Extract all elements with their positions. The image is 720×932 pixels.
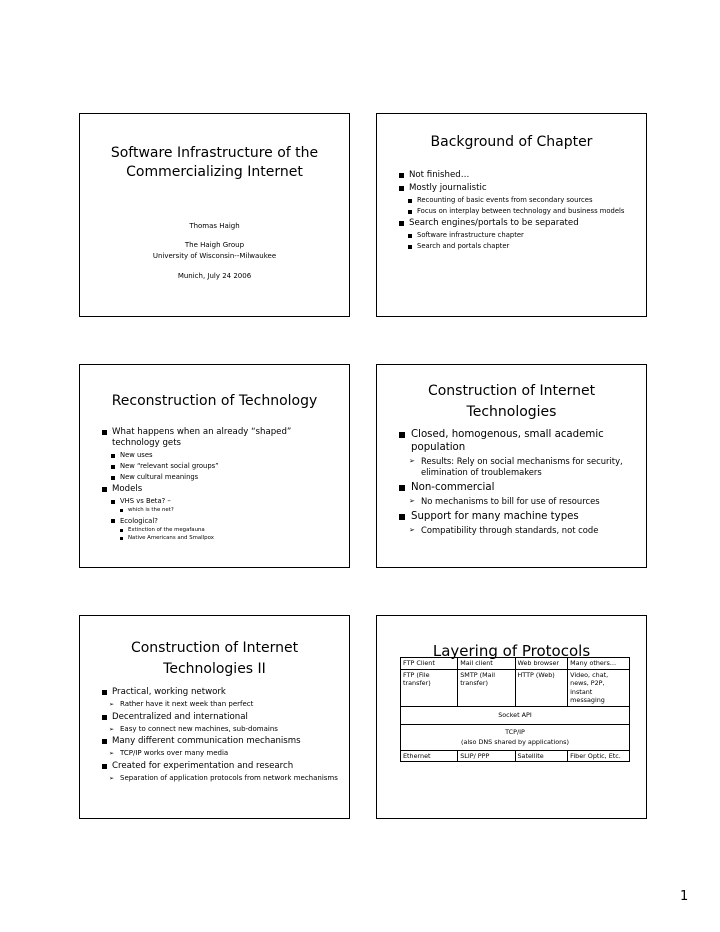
tcpip-line2: (also DNS shared by applications) — [461, 738, 569, 747]
sub-bullet: New “relevant social groups” — [102, 462, 341, 471]
bullet: What happens when an already “shaped” technology gets — [102, 427, 341, 449]
slide5-title-line1: Construction of Internet — [130, 640, 299, 656]
sub-bullet: Ecological? — [102, 517, 341, 526]
slide5-title — [86, 639, 343, 679]
slide6-title: Layering of Protocols — [432, 642, 591, 660]
bullet: Search engines/portals to be separated — [399, 218, 638, 229]
bullet: Not finished… — [399, 170, 638, 181]
sub-bullet: Recounting of basic events from secondary sources — [399, 196, 638, 205]
bullet: Mostly journalistic — [399, 183, 638, 194]
table-row — [401, 669, 630, 706]
bullet: Many different communication mechanisms — [102, 736, 341, 747]
bullet: Created for experimentation and research — [102, 761, 341, 772]
sub-bullet: Search and portals chapter — [399, 242, 638, 251]
arrow-bullet: ➢ Separation of application protocols from network mechanisms — [102, 774, 341, 784]
sub-bullet: VHS vs Beta? – — [102, 497, 341, 506]
table-cell: FTP (File transfer) — [401, 669, 458, 706]
table-row — [401, 724, 630, 750]
arrow-bullet: ➢ TCP/IP works over many media — [102, 749, 341, 759]
arrow-bullet: ➢ Results: Rely on social mechanisms for security, elimination of troublemakers — [399, 456, 638, 478]
slide4-title — [383, 382, 640, 422]
slide2-title: Background of Chapter — [430, 134, 593, 150]
arrow-bullet: ➢ No mechanisms to bill for use of resources — [399, 496, 638, 507]
slide5-bullets — [102, 685, 341, 783]
slide-title — [79, 113, 350, 317]
socket-api-cell: Socket API — [401, 706, 630, 724]
tcpip-cell — [401, 724, 630, 750]
table-cell: Many others… — [568, 658, 630, 670]
bullet: Closed, homogenous, small academic population — [399, 428, 638, 454]
table-cell: Ethernet — [401, 750, 458, 762]
slide4-title-line1: Construction of Internet — [427, 383, 596, 399]
arrow-bullet: ➢ Rather have it next week than perfect — [102, 700, 341, 710]
sub-bullet: New uses — [102, 451, 341, 460]
slide-construction-ii — [79, 615, 350, 819]
slide-background — [376, 113, 647, 317]
table-row — [401, 750, 630, 762]
table-row — [401, 658, 630, 670]
arrow-bullet: ➢ Easy to connect new machines, sub-domains — [102, 725, 341, 735]
bullet: Support for many machine types — [399, 510, 638, 523]
slide3-bullets — [102, 425, 341, 543]
table-cell: Video, chat, news, P2P, instant messaging — [568, 669, 630, 706]
sub-sub-bullet: which is the net? — [102, 507, 341, 515]
slide4-title-line2: Technologies — [466, 404, 557, 420]
page-number: 1 — [680, 889, 689, 904]
bullet: Decentralized and international — [102, 712, 341, 723]
slide1-title-line1: Software Infrastructure of the — [110, 145, 319, 161]
slide-layering — [376, 615, 647, 819]
org-line1: The Haigh Group — [184, 241, 245, 249]
slide3-title: Reconstruction of Technology — [111, 393, 318, 409]
protocol-table — [400, 657, 630, 762]
table-cell: Fiber Optic, Etc. — [568, 750, 630, 762]
sub-sub-bullet: Extinction of the megafauna — [102, 527, 341, 535]
table-cell: Mail client — [458, 658, 515, 670]
bullet: Non-commercial — [399, 481, 638, 494]
sub-bullet: Focus on interplay between technology and business models — [399, 207, 638, 216]
sub-sub-bullet: Native Americans and Smallpox — [102, 535, 341, 543]
slide-reconstruction — [79, 364, 350, 568]
table-cell: HTTP (Web) — [515, 669, 568, 706]
arrow-bullet: ➢ Compatibility through standards, not code — [399, 525, 638, 536]
slide5-title-line2: Technologies II — [163, 661, 266, 677]
table-cell: SMTP (Mail transfer) — [458, 669, 515, 706]
table-cell: FTP Client — [401, 658, 458, 670]
slide-construction — [376, 364, 647, 568]
sub-bullet: Software infrastructure chapter — [399, 231, 638, 240]
bullet: Models — [102, 484, 341, 495]
table-cell: Satellite — [515, 750, 568, 762]
table-row — [401, 706, 630, 724]
author: Thomas Haigh — [189, 222, 240, 230]
slide4-bullets — [399, 425, 638, 536]
sub-bullet: New cultural meanings — [102, 473, 341, 482]
bullet: Practical, working network — [102, 687, 341, 698]
slide2-bullets — [399, 168, 638, 251]
table-cell: Web browser — [515, 658, 568, 670]
slide1-title — [86, 144, 343, 182]
table-cell: SLIP/ PPP — [458, 750, 515, 762]
slide1-title-line2: Commercializing Internet — [126, 164, 303, 180]
org-line2: University of Wisconsin--Milwaukee — [152, 252, 277, 260]
tcpip-line1: TCP/IP — [505, 727, 525, 736]
venue: Munich, July 24 2006 — [177, 272, 252, 280]
